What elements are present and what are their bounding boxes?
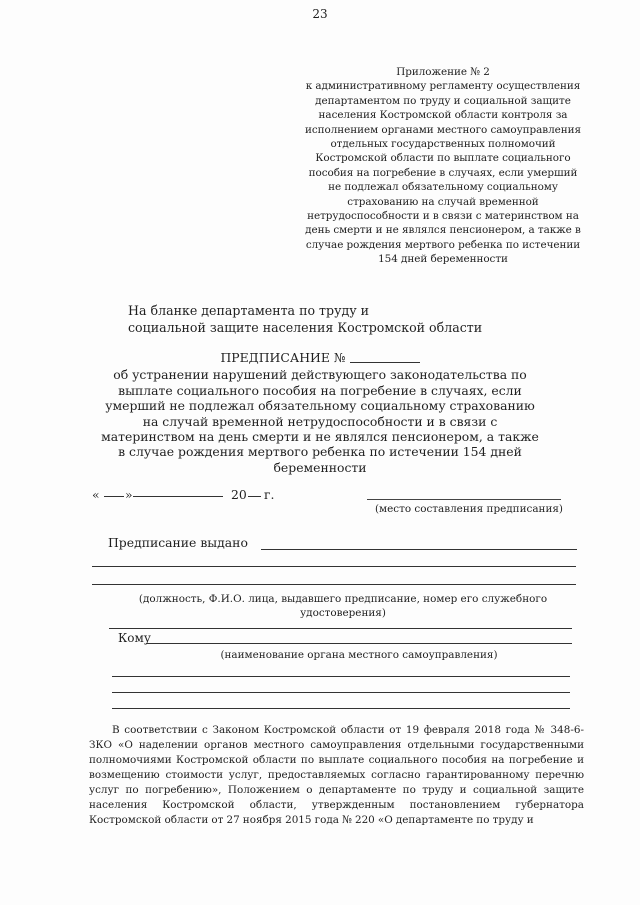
month-blank <box>133 487 223 503</box>
issuer-caption: (должность, Ф.И.О. лица, выдавшего предписание, номер его служебного удостоверения) <box>138 593 548 619</box>
day-blank <box>104 487 124 503</box>
issued-rule-1 <box>92 566 576 567</box>
date-close-quote: » <box>125 487 133 502</box>
recipient-caption: (наименование органа местного самоуправления) <box>220 649 498 661</box>
recipient-rule-4 <box>112 708 570 709</box>
recipient-line <box>146 643 572 644</box>
title-number-blank <box>350 362 420 363</box>
issued-line <box>261 549 577 550</box>
title-subtitle: об устранении нарушений действующего законодательства по выплате социального пособия на погребение в случаях, если умерший не подлежал обязательному социальному страхованию на случай временной нетрудоспособности и в связи с материнством на день смерти и не являлся пенсионером, а также в случае рождения мертвого ребенка по истечении 154 дней беременности <box>101 367 539 475</box>
appendix-text: к административному регламенту осуществления департаментом по труду и социальной защите населения Костромской области контроля за исполнением органами местного самоуправления отдельных государственных полномочий Костромской области по выплате социального пособия на погребение в случаях, если умерший не подлежал обязательному социальному страхованию на случай временной нетрудоспособности и в связи с материнством на день смерти и не являлся пенсионером, а также в случае рождения мертвого ребенка по истечении 154 дней беременности <box>305 80 581 266</box>
issued-label: Предписание выдано <box>108 535 248 550</box>
title-row <box>96 350 544 365</box>
page-number: 23 <box>312 7 328 21</box>
appendix-block <box>304 65 582 267</box>
title-prefix: ПРЕДПИСАНИЕ № <box>220 350 346 365</box>
recipient-rule-3 <box>112 692 570 693</box>
month-blank-line <box>133 496 223 497</box>
date-open-quote: « <box>92 487 100 502</box>
body-paragraph: В соответствии с Законом Костромской области от 19 февраля 2018 года № 348-6-ЗКО «О наделении органов местного самоуправления отдельными государственными полномочиями Костромской области по выплате социального пособия на погребение и возмещению стоимости услуг, предоставляемых согласно гарантированному перечню услуг по погребению», Положением о департаменте по труду и социальной защите населения Костромской области, утвержденным постановлением губернатора Костромской области от 27 ноября 2015 года № 220 «О департаменте по труду и <box>89 724 584 826</box>
place-line <box>367 499 561 500</box>
document-title-block <box>96 350 544 475</box>
appendix-heading: Приложение № 2 <box>396 66 490 78</box>
year-suffix: г. <box>264 487 275 502</box>
day-blank-line <box>104 496 124 497</box>
place-caption: (место составления предписания) <box>374 503 563 515</box>
recipient-rule-2 <box>112 676 570 677</box>
issued-rule-2 <box>92 584 576 585</box>
year-blank <box>248 487 261 503</box>
year-prefix: 20 <box>231 487 247 502</box>
letterhead-line-2: социальной защите населения Костромской области <box>128 320 483 335</box>
recipient-label: Кому <box>118 631 151 645</box>
recipient-rule-top <box>109 628 572 629</box>
letterhead-note <box>128 302 548 336</box>
letterhead-line-1: На бланке департамента по труду и <box>128 303 370 318</box>
year-blank-line <box>248 496 261 497</box>
